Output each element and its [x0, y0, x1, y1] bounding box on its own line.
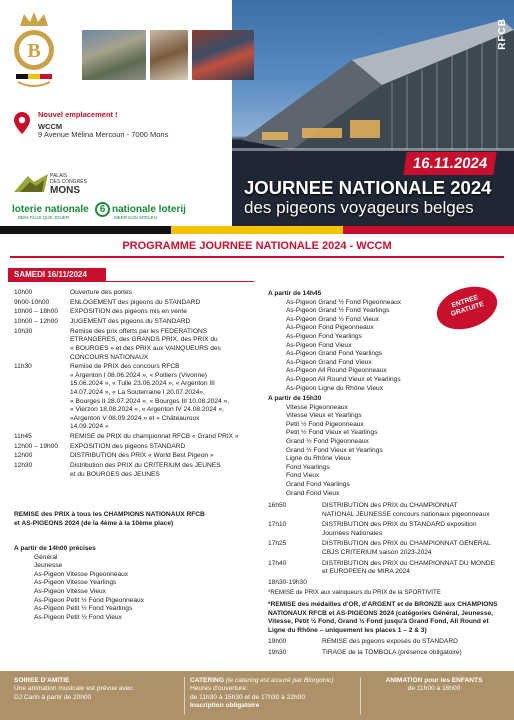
rfcb-crown-logo: [12, 10, 56, 88]
medailles-note: *REMISE des médailles d'OR, d'ARGENT et de BRONZE aux CHAMPIONS NATIONAUX RFCB et AS-PIGEONS 2024 (catégories Général, Jeunesse, Vitesse, Petit ½ Fond, Grand ½ Fond jusqu'à Grand Fond, All Round et Ligne du Rhône – uniquement les places 1 – 2 & 3): [268, 600, 498, 634]
prize-category: Grand ½ Fond Pigeonneaux: [286, 437, 369, 445]
prize-category: Vitesse Pigeonneaux: [286, 403, 348, 411]
prize-category: As-Pigeon Grand ½ Fond Pigeonneaux: [286, 298, 402, 306]
schedule-description: Remise des prix offerts par les FEDERATIONS ETRANGERES, des GRANDS PRIX, des PRIX du « BOURGES » et des PRIX aux VAINQUEURS des CONCOURS NATIONAUX: [70, 327, 221, 361]
schedule-row: [268, 521, 504, 538]
block-heading: A partir de 15h30: [268, 395, 322, 402]
new-location-label: Nouvel emplacement !: [38, 110, 118, 119]
schedule-description: JUGEMENT des pigeons du STANDARD: [70, 318, 191, 326]
day-heading: SAMEDI 16/11/2024: [8, 268, 106, 281]
prize-category: As-Pigeon Ligne du Rhône Vieux: [286, 384, 384, 392]
prize-category: Grand Fond Yearlings: [286, 480, 350, 488]
event-date-badge: 16.11.2024: [403, 152, 496, 175]
schedule-description: REMISE de PRIX du championnat RFCB « Grand PRIX »: [70, 433, 239, 441]
prize-category: Fond Yearlings: [286, 463, 330, 471]
schedule-description: Ouverture des portes: [70, 289, 132, 296]
schedule-description: Remise de PRIX des concours RFCB « Argenton I 08.06.2024 », « Poitiers (Vivonne) 15.06.2024 », « Tulle 23.06.2024 », « Argenton III 14.07.2024 », « La Souterraine I 20.07.2024», « Bourges II 28.07.2024 », « Bourges III 10.08.2024 », « Vierzon 18.08.2024 », « Argenton IV 24.08.2024 », «Argenton V 08.09.2024 » et « Châteauroux 14.09.2024 »: [70, 363, 230, 431]
footer-soiree: [14, 677, 184, 702]
prize-category: Ligne du Rhône Vieux: [286, 455, 351, 463]
prize-category: As-Pigeon Petit ½ Fond Yearlings: [34, 605, 133, 613]
prize-category: As-Pigeon All Round Pigeonneaux: [286, 367, 387, 375]
photo-trophy: [150, 30, 188, 80]
stripe-red: [343, 226, 514, 234]
enfants-title: ANIMATION pour les ENFANTS: [385, 677, 483, 684]
sportivite-note: *REMISE de PRIX aux vainqueurs du PRIX de la SPORTIVITE: [268, 589, 441, 597]
prize-category: As-Pigeon Vitesse Vieux: [34, 587, 106, 595]
event-title: JOURNEE NATIONALE 2024: [244, 177, 492, 198]
prize-category: As-Pigeon Petit ½ Fond Pigeonneaux: [34, 596, 144, 604]
footer-catering: [190, 677, 360, 711]
schedule-time: 17h25: [268, 540, 287, 548]
prize-category: As-Pigeon Grand ½ Fond Vieux: [286, 315, 379, 323]
schedule-time: 11h30: [14, 363, 32, 371]
footer-divider: [184, 677, 185, 715]
block-14h00: [14, 545, 254, 622]
schedule-description: DISTRIBUTION des PRIX « World Best Pigeon »: [70, 452, 214, 460]
schedule-description: DISTRIBUTION des PRIX du STANDARD exposition Journées Nationales: [322, 521, 477, 537]
schedule-row: [14, 328, 254, 362]
footer: [0, 671, 514, 720]
palais-label: PALAIS DES CONGRÈS: [50, 173, 87, 185]
schedule-row: [14, 443, 254, 452]
venue-address: 9 Avenue Mélina Mercouri - 7000 Mons: [38, 130, 169, 139]
nationale-loterij-logo: nationale loterij: [112, 204, 186, 215]
prize-category: Vitesse Vieux et Yearlings: [286, 412, 362, 420]
schedule-time: 17h10: [268, 521, 287, 529]
palais-congres-logo-icon: [14, 172, 48, 194]
stripe-yellow: [171, 226, 342, 234]
schedule-row: [14, 299, 254, 308]
late-rows: [268, 638, 504, 657]
loterij-tagline: MEER DAN SPELEN: [114, 215, 157, 220]
schedule-time: 12h30: [14, 462, 33, 470]
schedule-time: 10h00 – 18h00: [14, 308, 59, 316]
schedule-row: [14, 318, 254, 327]
footer-divider: [360, 677, 361, 715]
programme-title: PROGRAMME JOURNEE NATIONALE 2024 - WCCM: [122, 240, 392, 252]
schedule-row: [268, 649, 504, 658]
prize-list: [268, 404, 438, 499]
schedule-row: [268, 502, 504, 519]
schedule-time: 12h00: [14, 452, 33, 460]
prize-category: Petit ½ Fond Vieux et Yearlings: [286, 429, 378, 437]
rfcb-label: RFCB: [497, 18, 508, 50]
schedule-row: [14, 462, 254, 479]
prize-category: Grand ½ Fond Vieux et Yearlings: [286, 446, 383, 454]
schedule-time: 16h50: [268, 502, 287, 509]
catering-title: CATERING: [190, 677, 224, 684]
soiree-title: SOIREE D'AMITIE: [14, 677, 70, 684]
prize-category: As-Pigeon Petit ½ Fond Vieux: [34, 613, 122, 621]
header-banner: [0, 0, 514, 234]
prize-category: As-Pigeon Fond Yearlings: [286, 332, 362, 340]
schedule-description: EXPOSITION des pigeons STANDARD: [70, 442, 186, 450]
loterie-nationale-logo: loterie nationale: [12, 204, 89, 215]
prize-category: As-Pigeon Grand Fond Yearlings: [286, 350, 383, 358]
svg-text:B: B: [27, 40, 41, 62]
schedule-time: 11h45: [14, 433, 32, 441]
divider: [10, 256, 504, 258]
schedule-description: [322, 579, 504, 588]
schedule-row: [14, 433, 254, 442]
venue-name: WCCM: [38, 122, 63, 131]
photo-crowd: [192, 30, 254, 80]
evening-rows: [268, 502, 504, 587]
catering-note: (le catering est assuré par Biorgonic): [223, 677, 334, 684]
remise-champions-note: REMISE des PRIX à tous les CHAMPIONS NATIONAUX RFCB et AS-PIGEONS 2024 (de la 4ème à la 10ème place): [14, 511, 205, 527]
divider: [8, 281, 254, 282]
schedule-description: EXPOSITION des pigeons mis en vente: [70, 308, 187, 316]
schedule-description: Distribution des PRIX du CRITERIUM des JEUNES et du BOURGES des JEUNES: [70, 462, 221, 478]
schedule-time: 17h40: [268, 559, 287, 567]
schedule-time: 12h00 – 19h00: [14, 442, 59, 450]
schedule-time: 19h00: [268, 638, 287, 646]
schedule-row: [14, 452, 254, 461]
soiree-text: Une animation musicale est prévue avec DJ Carlo à partir de 20h00: [14, 685, 133, 701]
schedule-description: DISTRIBUTION des PRIX du CHAMPIONNAT NATIONAL JEUNESSE concours nationaux pigeonneaux: [322, 502, 490, 518]
schedule-row: [268, 579, 504, 588]
prize-category: As-Pigeon Vitesse Pigeonneaux: [34, 570, 129, 578]
loterie-tagline: BIEN PLUS QUE JOUER: [18, 215, 70, 220]
prize-category: As-Pigeon Fond Vieux: [286, 341, 352, 349]
enfants-text: de 11h00 à 16h00: [407, 685, 461, 693]
block-heading: A partir de 14h45: [268, 290, 322, 297]
schedule-row: [14, 363, 254, 432]
schedule-row: [268, 638, 504, 647]
event-subtitle: des pigeons voyageurs belges: [244, 198, 474, 217]
schedule-description: DISTRIBUTION des PRIX du CHAMPIONNAT DU MONDE et EUROPEEN de MIRA 2024: [322, 559, 496, 576]
prize-category: Fond Vieux: [286, 472, 320, 480]
schedule-time: 18h30-19h30: [268, 578, 307, 586]
prize-category: As-Pigeon Fond Pigeonneaux: [286, 324, 374, 332]
block-14h45: [268, 290, 438, 393]
prize-category: As-Pigeon Vitesse Yearlings: [34, 579, 117, 587]
schedule-row: [268, 540, 504, 557]
belgian-flag-stripe: [0, 226, 514, 234]
saturday-schedule: [14, 289, 254, 480]
schedule-time: 10h00 – 12h00: [14, 318, 59, 326]
schedule-row: [14, 308, 254, 317]
footer-enfants: [364, 677, 504, 694]
stripe-black: [0, 226, 171, 234]
schedule-time: 19h30: [268, 648, 287, 656]
schedule-description: REMISE des pigeons exposés du STANDARD: [322, 638, 458, 646]
free-entry-badge: ENTREE GRATUITE: [431, 279, 502, 336]
block-15h30: [268, 395, 438, 498]
block-heading: A partir de 14h00 précises: [14, 545, 96, 552]
schedule-time: 10h30: [14, 327, 33, 335]
prize-category: As-Pigeon Grand Fond Vieux: [286, 358, 372, 366]
prize-category: Général: [34, 553, 58, 561]
schedule-row: [268, 560, 504, 577]
prize-list: [268, 299, 438, 394]
prize-category: As-Pigeon All Round Vieux et Yearlings: [286, 375, 401, 383]
schedule-description: TIRAGE de la TOMBOLA (présence obligatoire): [322, 648, 462, 656]
loterie-six-icon: 6: [95, 202, 110, 217]
schedule-description: DISTRIBUTION des PRIX du CHAMPIONNAT GENERAL CBJS CRITERIUM saison 2023-2024: [322, 540, 491, 556]
prize-list: [14, 554, 254, 623]
photo-city-view: [82, 30, 146, 80]
schedule-time: 9h00-10h00: [14, 298, 50, 306]
location-pin-icon: [14, 112, 30, 134]
prize-category: Petit ½ Fond Pigeonneaux: [286, 420, 364, 428]
palais-city: MONS: [50, 185, 80, 196]
prize-category: Jeunesse: [34, 562, 63, 570]
catering-required: Inscription obligatoire: [190, 702, 260, 710]
schedule-description: ENLOGEMENT des pigeons du STANDARD: [70, 298, 201, 306]
catering-hours: de 11h30 à 15h30 et de 17h30 à 22h00: [190, 693, 306, 701]
schedule-row: [14, 289, 254, 298]
evening-schedule: [268, 502, 504, 660]
prize-category: Grand Fond Vieux: [286, 489, 340, 497]
catering-hours-label: Heures d'ouverture:: [190, 685, 248, 693]
prize-category: As-Pigeon Grand ½ Fond Yearlings: [286, 307, 390, 315]
schedule-time: 10h00: [14, 289, 33, 296]
